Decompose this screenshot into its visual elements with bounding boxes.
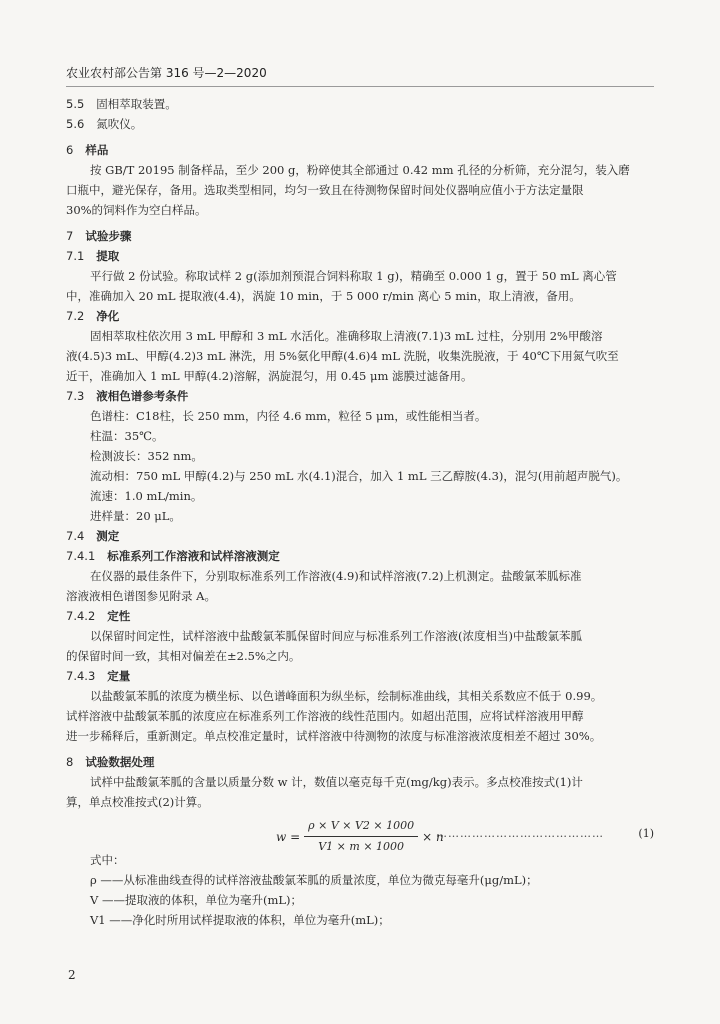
paragraph-line: 按 GB/T 20195 制备样品，至少 200 g，粉碎使其全部通过 0.42 mm 孔径的分析筛，充分混匀，装入磨 [90, 163, 630, 177]
section-8-heading: 8 试验数据处理 [66, 755, 155, 769]
formula-tail: × n [422, 829, 444, 844]
equation-number: (1) [638, 827, 654, 840]
paragraph-line: 固相萃取柱依次用 3 mL 甲醇和 3 mL 水活化。准确移取上清液(7.1)3 mL 过柱，分别用 2%甲酸溶 [90, 329, 603, 343]
formula-fraction [304, 816, 418, 857]
paragraph-line: 以保留时间定性，试样溶液中盐酸氯苯胍保留时间应与标准系列工作溶液(浓度相当)中盐酸氯苯胍 [90, 629, 582, 643]
section-7-4-heading: 7.4 测定 [66, 529, 120, 543]
condition-line: 色谱柱：C18柱，长 250 mm，内径 4.6 mm，粒径 5 μm，或性能相当者。 [90, 409, 487, 423]
section-7-1-heading: 7.1 提取 [66, 249, 120, 263]
header-divider [66, 86, 654, 87]
clause-5-5: 5.5 固相萃取装置。 [66, 97, 177, 111]
clause-5-6: 5.6 氮吹仪。 [66, 117, 143, 131]
formula-leader-dots: …………………………………… [436, 827, 604, 840]
section-6-heading: 6 样品 [66, 143, 109, 157]
paragraph-line: 进一步稀释后，重新测定。单点校准定量时，试样溶液中待测物的浓度与标准溶液浓度相差不超过 30%。 [66, 729, 602, 743]
where-label: 式中： [90, 853, 125, 867]
formula-expression [276, 816, 444, 857]
section-7-3-heading: 7.3 液相色谱参考条件 [66, 389, 189, 403]
paragraph-line: 近干，准确加入 1 mL 甲醇(4.2)溶解，涡旋混匀，用 0.45 μm 滤膜过滤备用。 [66, 369, 473, 383]
section-7-heading: 7 试验步骤 [66, 229, 132, 243]
condition-line: 进样量：20 μL。 [90, 509, 181, 523]
variable-definition: V ——提取液的体积，单位为毫升(mL)； [90, 893, 302, 907]
paragraph-line: 试样溶液中盐酸氯苯胍的浓度应在标准系列工作溶液的线性范围内。如超出范围，应将试样溶液用甲醇 [66, 709, 584, 723]
paragraph-line: 口瓶中，避光保存，备用。选取类型相同，均匀一致且在待测物保留时间处仪器响应值小于方法定量限 [66, 183, 584, 197]
document-body [66, 94, 654, 930]
paragraph-line: 中，准确加入 20 mL 提取液(4.4)，涡旋 10 min，于 5 000 r/min 离心 5 min，取上清液，备用。 [66, 289, 581, 303]
page-number: 2 [68, 968, 76, 982]
paragraph-line: 在仪器的最佳条件下，分别取标准系列工作溶液(4.9)和试样溶液(7.2)上机测定。盐酸氯苯胍标准 [90, 569, 582, 583]
condition-line: 检测波长：352 nm。 [90, 449, 203, 463]
section-7-2-heading: 7.2 净化 [66, 309, 120, 323]
variable-definition: V1 ——净化时所用试样提取液的体积，单位为毫升(mL)； [90, 913, 390, 927]
paragraph-line: 平行做 2 份试验。称取试样 2 g(添加剂预混合饲料称取 1 g)，精确至 0.000 1 g，置于 50 mL 离心管 [90, 269, 617, 283]
paragraph-line: 的保留时间一致，其相对偏差在±2.5%之内。 [66, 649, 301, 663]
condition-line: 流动相：750 mL 甲醇(4.2)与 250 mL 水(4.1)混合，加入 1 mL 三乙醇胺(4.3)，混匀(用前超声脱气)。 [90, 469, 628, 483]
paragraph-line: 30%的饲料作为空白样品。 [66, 203, 207, 217]
section-7-4-1-heading: 7.4.1 标准系列工作溶液和试样溶液测定 [66, 549, 280, 563]
paragraph-line: 液(4.5)3 mL、甲醇(4.2)3 mL 淋洗，用 5%氨化甲醇(4.6)4 mL 洗脱，收集洗脱液，于 40℃下用氮气吹至 [66, 349, 619, 363]
paragraph-line: 溶液液相色谱图参见附录 A。 [66, 589, 216, 603]
section-7-4-3-heading: 7.4.3 定量 [66, 669, 131, 683]
paragraph-line: 试样中盐酸氯苯胍的含量以质量分数 w 计，数值以毫克每千克(mg/kg)表示。多点校准按式(1)计 [90, 775, 583, 789]
formula-lhs: w = [276, 829, 301, 844]
variable-definition: ρ ——从标准曲线查得的试样溶液盐酸氯苯胍的质量浓度，单位为微克每毫升(μg/mL)； [90, 873, 538, 887]
condition-line: 流速：1.0 mL/min。 [90, 489, 203, 503]
condition-line: 柱温：35℃。 [90, 429, 164, 443]
formula-1 [66, 816, 654, 853]
page-header: 农业农村部公告第 316 号—2—2020 [66, 66, 267, 80]
paragraph-line: 算，单点校准按式(2)计算。 [66, 795, 209, 809]
section-7-4-2-heading: 7.4.2 定性 [66, 609, 131, 623]
formula-denominator: V1 × m × 1000 [318, 840, 405, 853]
formula-numerator: ρ × V × V2 × 1000 [304, 816, 418, 837]
paragraph-line: 以盐酸氯苯胍的浓度为横坐标、以色谱峰面积为纵坐标，绘制标准曲线，其相关系数应不低于 0.99。 [90, 689, 603, 703]
